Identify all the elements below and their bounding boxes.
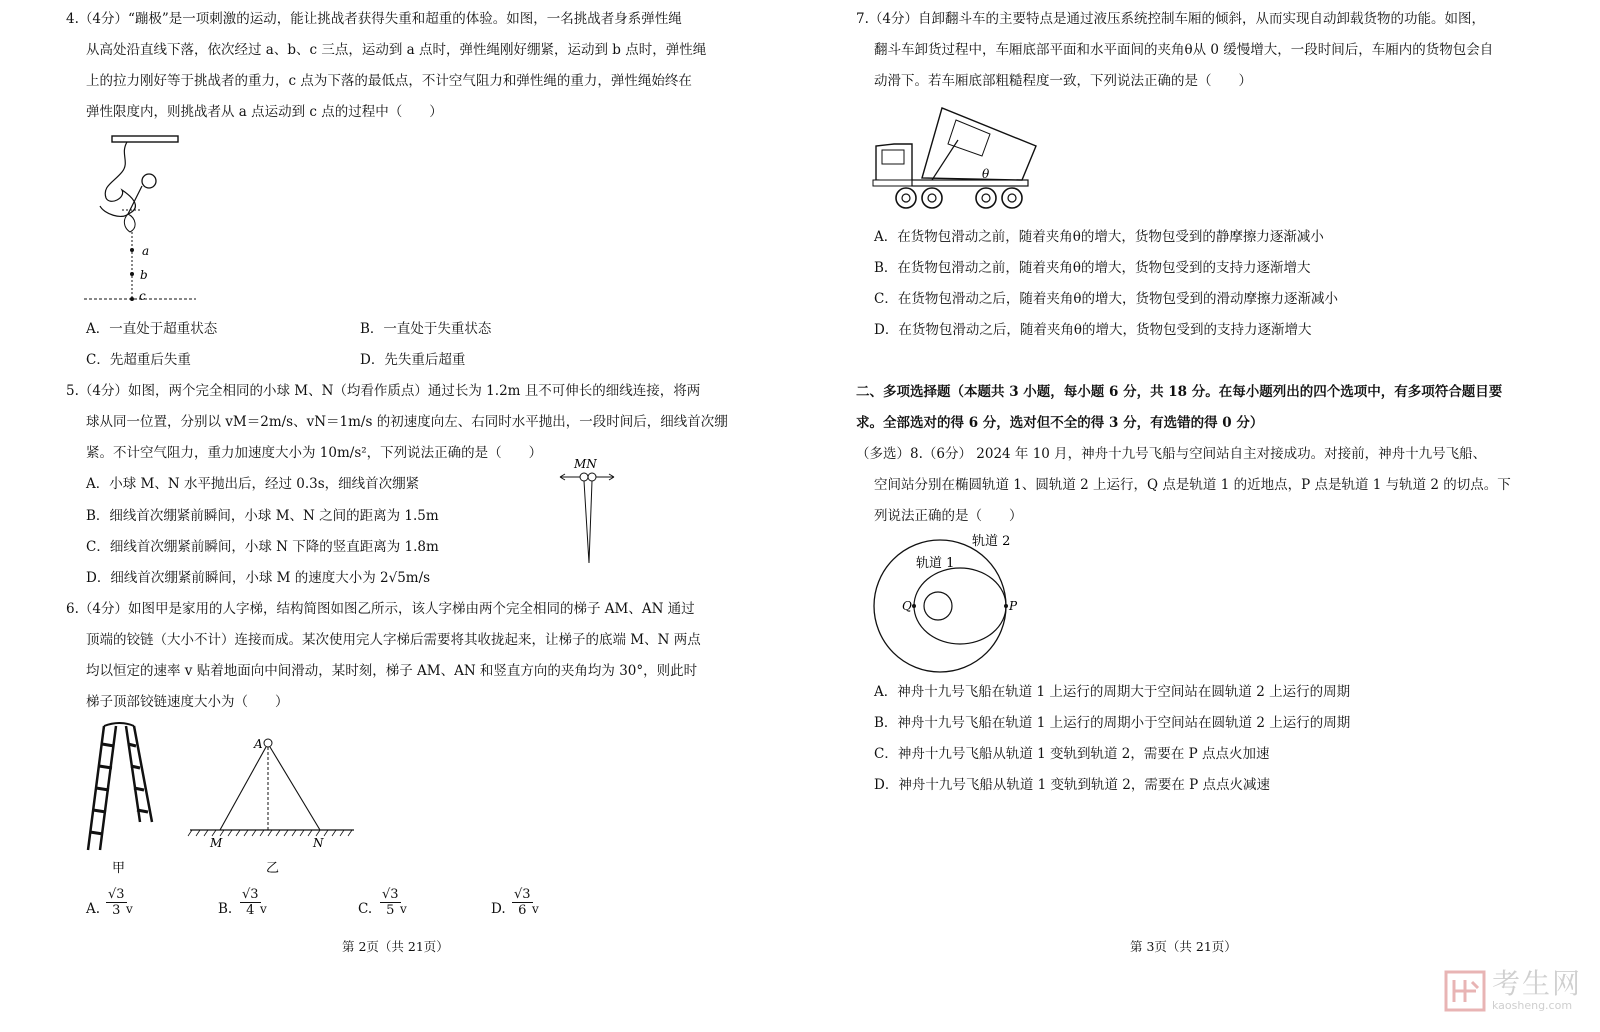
balls-figure xyxy=(556,455,626,570)
q5-option-b: B．细线首次绷紧前瞬间，小球 M、N 之间的距离为 1.5m xyxy=(86,508,439,524)
ladder-photo-figure xyxy=(82,722,162,882)
q6-line-1: 6.（4分）如图甲是家用的人字梯，结构简图如图乙所示，该人字梯由两个完全相同的梯子 AM、AN 通过 xyxy=(66,601,695,617)
right-page-footer: 第 3页（共 21页） xyxy=(1130,939,1237,954)
q4-line-1: 4.（4分）“蹦极”是一项刺激的运动，能让挑战者获得失重和超重的体验。如图，一名挑战者身系弹性绳 xyxy=(66,11,682,27)
q7-option-d: D．在货物包滑动之后，随着夹角θ的增大，货物包受到的支持力逐渐增大 xyxy=(874,322,1312,338)
q4-line-4: 弹性限度内，则挑战者从 a 点运动到 c 点的过程中（ ） xyxy=(86,104,443,120)
label-Q: Q xyxy=(902,599,912,613)
q6-option-b-letter: B. xyxy=(218,901,233,917)
fraction-numerator: √3 xyxy=(108,887,125,902)
label-P: P xyxy=(1009,599,1018,613)
q4-option-d: D．先失重后超重 xyxy=(360,352,466,368)
q7-option-a: A．在货物包滑动之前，随着夹角θ的增大，货物包受到的静摩擦力逐渐减小 xyxy=(874,229,1324,245)
q4-option-a: A．一直处于超重状态 xyxy=(86,321,218,337)
q7-line-3: 动滑下。若车厢底部粗糙程度一致，下列说法正确的是（ ） xyxy=(874,73,1252,89)
q7-option-c: C．在货物包滑动之后，随着夹角θ的增大，货物包受到的滑动摩擦力逐渐减小 xyxy=(874,291,1338,307)
q5-line-3: 紧。不计空气阻力，重力加速度大小为 10m/s²，下列说法正确的是（ ） xyxy=(86,445,543,461)
q4-line-2: 从高处沿直线下落，依次经过 a、b、c 三点，运动到 a 点时，弹性绳刚好绷紧，运动到 b 点时，弹性绳 xyxy=(86,42,707,58)
q6-option-b-fraction xyxy=(240,887,261,918)
section2-heading-line-1: 二、多项选择题（本题共 3 小题，每小题 6 分，共 18 分。在每小题列出的四个选项中，有多项符合题目要 xyxy=(856,384,1503,400)
q6-line-2: 顶端的铰链（大小不计）连接而成。某次使用完人字梯后需要将其收拢起来，让梯子的底端 M、N 两点 xyxy=(86,632,701,648)
watermark-url: kaosheng.com xyxy=(1491,999,1573,1012)
q6-option-d-fraction xyxy=(512,887,533,918)
q8-option-a: A．神舟十九号飞船在轨道 1 上运行的周期大于空间站在圆轨道 2 上运行的周期 xyxy=(874,684,1351,700)
section2-heading-line-2: 求。全部选对的得 6 分，选对但不全的得 3 分，有选错的得 0 分） xyxy=(856,415,1264,431)
q6-option-a-var: v xyxy=(126,902,133,916)
q6-option-d-letter: D. xyxy=(491,901,506,917)
q6-option-a-fraction xyxy=(106,887,127,918)
label-A: A xyxy=(254,737,263,751)
q6-option-c-letter: C. xyxy=(358,901,373,917)
fraction-denominator: 5 xyxy=(386,903,395,918)
q6-option-d-var: v xyxy=(532,902,539,916)
q5-option-c: C．细线首次绷紧前瞬间，小球 N 下降的竖直距离为 1.8m xyxy=(86,539,439,555)
dump-truck-figure xyxy=(872,100,1042,215)
q6-option-c-fraction xyxy=(380,887,401,918)
q6-line-4: 梯子顶部铰链速度大小为（ ） xyxy=(86,694,289,710)
orbit-figure xyxy=(868,530,1028,675)
q5-line-1: 5.（4分）如图，两个完全相同的小球 M、N（均看作质点）通过长为 1.2m 且不可伸长的细线连接，将两 xyxy=(66,383,701,399)
label-jia: 甲 xyxy=(112,861,126,876)
label-N: N xyxy=(313,836,324,850)
left-page-footer: 第 2页（共 21页） xyxy=(342,939,449,954)
fraction-denominator: 3 xyxy=(112,903,121,918)
label-b: b xyxy=(140,268,148,282)
q8-line-3: 列说法正确的是（ ） xyxy=(874,508,1023,524)
q6-option-a-letter: A. xyxy=(86,901,101,917)
fraction-denominator: 6 xyxy=(518,903,527,918)
fraction-numerator: √3 xyxy=(382,887,399,902)
q4-option-c: C．先超重后失重 xyxy=(86,352,191,368)
q4-option-b: B．一直处于失重状态 xyxy=(360,321,492,337)
label-a: a xyxy=(142,244,150,258)
fraction-numerator: √3 xyxy=(242,887,259,902)
q6-line-3: 均以恒定的速率 v 贴着地面向中间滑动，某时刻，梯子 AM、AN 和竖直方向的夹角均为 30°，则此时 xyxy=(86,663,698,679)
q7-line-2: 翻斗车卸货过程中，车厢底部平面和水平面间的夹角θ从 0 缓慢增大，一段时间后，车厢内的货物包会自 xyxy=(874,42,1494,58)
kaosheng-logo-icon xyxy=(1444,970,1486,1012)
q5-option-a: A．小球 M、N 水平抛出后，经过 0.3s，细线首次绷紧 xyxy=(86,476,420,492)
label-mn: MN xyxy=(574,457,597,471)
q8-option-c: C．神舟十九号飞船从轨道 1 变轨到轨道 2，需要在 P 点点火加速 xyxy=(874,746,1270,762)
kaosheng-watermark xyxy=(1444,969,1582,1012)
fraction-numerator: √3 xyxy=(514,887,531,902)
q8-line-1: （多选）8.（6分） 2024 年 10 月，神舟十九号飞船与空间站自主对接成功。对接前，神舟十九号飞船、 xyxy=(856,446,1487,462)
label-yi: 乙 xyxy=(266,861,280,876)
bungee-figure xyxy=(82,128,212,308)
q6-option-c-var: v xyxy=(400,902,407,916)
q8-line-2: 空间站分别在椭圆轨道 1、圆轨道 2 上运行，Q 点是轨道 1 的近地点，P 点是轨道 1 与轨道 2 的切点。下 xyxy=(874,477,1511,493)
q5-option-d: D．细线首次绷紧前瞬间，小球 M 的速度大小为 2√5m/s xyxy=(86,570,431,586)
q8-option-d: D．神舟十九号飞船从轨道 1 变轨到轨道 2，需要在 P 点点火减速 xyxy=(874,777,1271,793)
q7-option-b: B．在货物包滑动之前，随着夹角θ的增大，货物包受到的支持力逐渐增大 xyxy=(874,260,1311,276)
fraction-denominator: 4 xyxy=(246,903,255,918)
q5-line-2: 球从同一位置，分别以 vM＝2m/s、vN＝1m/s 的初速度向左、右同时水平抛出，一段时间后，细线首次绷 xyxy=(86,414,728,430)
q8-option-b: B．神舟十九号飞船在轨道 1 上运行的周期小于空间站在圆轨道 2 上运行的周期 xyxy=(874,715,1351,731)
watermark-text: 考生网 xyxy=(1491,967,1582,1000)
label-c: c xyxy=(139,289,146,303)
label-theta: θ xyxy=(982,167,990,181)
q6-option-b-var: v xyxy=(260,902,267,916)
label-M: M xyxy=(210,836,223,850)
q4-line-3: 上的拉力刚好等于挑战者的重力，c 点为下落的最低点，不计空气阻力和弹性绳的重力，弹性绳始终在 xyxy=(86,73,692,89)
label-orbit-2: 轨道 2 xyxy=(972,534,1011,549)
label-orbit-1: 轨道 1 xyxy=(916,556,955,571)
q7-line-1: 7.（4分）自卸翻斗车的主要特点是通过液压系统控制车厢的倾斜，从而实现自动卸载货物的功能。如图， xyxy=(856,11,1485,27)
ladder-diagram-figure xyxy=(186,730,361,880)
